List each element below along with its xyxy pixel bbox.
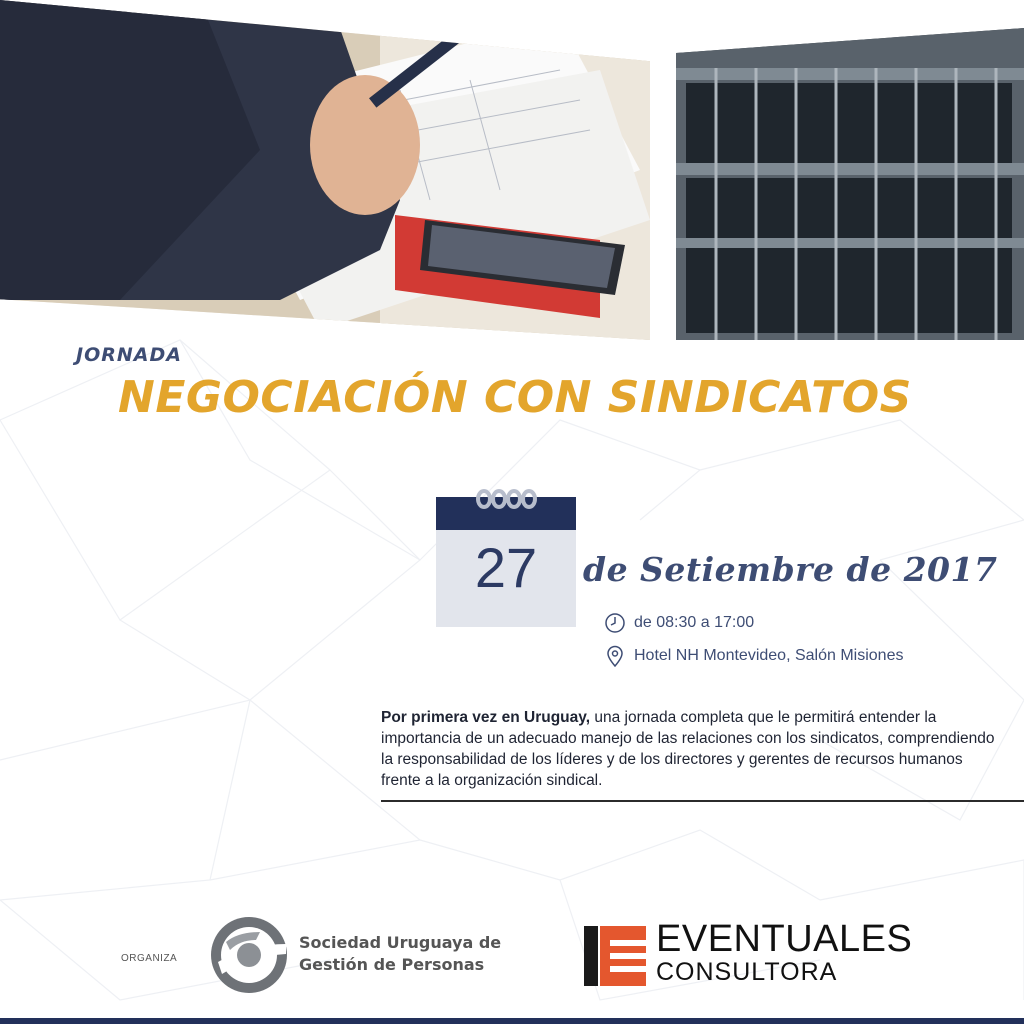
event-description [381, 707, 1001, 791]
location-row [604, 645, 903, 667]
calendar-icon [436, 497, 576, 627]
event-day: 27 [474, 536, 538, 599]
calendar-rings-icon [476, 487, 538, 511]
map-pin-icon [604, 645, 626, 667]
divider [381, 800, 1024, 802]
organiza-label: ORGANIZA [121, 953, 178, 964]
description-body: una jornada completa que le permitirá entender la importancia de un adecuado manejo de las relaciones con los sindicatos, comprendiendo la responsabilidad de los líderes y de los directores y gerentes de recursos humanos frente a la organización sindical. [381, 709, 995, 789]
event-location: Hotel NH Montevideo, Salón Misiones [634, 647, 904, 664]
event-title: NEGOCIACIÓN CON SINDICATOS [118, 372, 912, 423]
event-kicker: JORNADA [76, 344, 182, 366]
building-photo [676, 28, 1024, 340]
event-date: de Setiembre de 2017 [583, 550, 998, 589]
eventuales-name: EVENTUALES [656, 918, 913, 960]
sugp-name-line2: Gestión de Personas [299, 955, 485, 974]
event-time: de 08:30 a 17:00 [634, 614, 755, 631]
description-lead: Por primera vez en Uruguay, [381, 709, 591, 726]
sugp-logo-icon [208, 914, 290, 996]
eventuales-sub: CONSULTORA [656, 958, 838, 986]
time-row [604, 612, 754, 634]
bottom-bar [0, 1018, 1024, 1024]
sugp-name [299, 932, 501, 976]
sugp-name-line1: Sociedad Uruguaya de [299, 933, 502, 952]
eventuales-logo-icon [584, 926, 648, 986]
clock-icon [604, 612, 626, 634]
